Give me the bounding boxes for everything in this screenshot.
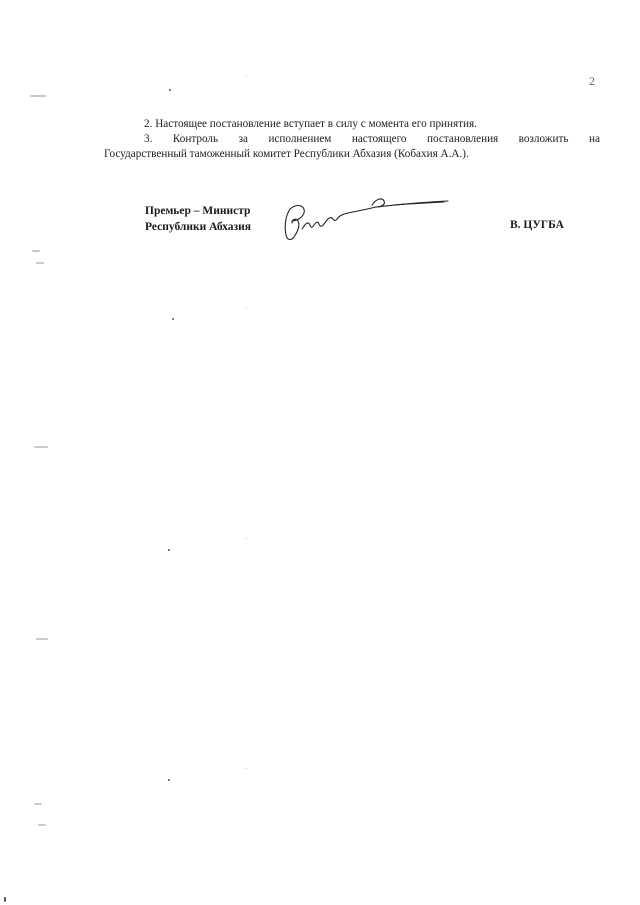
page-number: 2 (589, 74, 595, 88)
margin-smudge (38, 824, 46, 826)
paragraph-2: 2. Настоящее постановление вступает в силу с момента его принятия. (144, 118, 477, 130)
paragraph-3-word: настоящего (351, 133, 407, 145)
handwritten-signature-icon (276, 185, 456, 245)
paragraph-3-line-2: Государственный таможенный комитет Республики Абхазия (Кобахия А.А.). (104, 148, 469, 160)
margin-smudge (34, 446, 48, 448)
paragraph-3-word: исполнением (268, 133, 332, 145)
margin-smudge (30, 95, 46, 97)
paragraph-3-word: на (588, 133, 600, 145)
paragraph-3-word: за (238, 133, 248, 145)
scan-speck (246, 75, 247, 76)
scan-speck (4, 897, 6, 902)
signatory-name: В. ЦУГБА (510, 219, 564, 231)
paragraph-3-word: 3. (144, 133, 153, 145)
scan-speck (172, 318, 174, 320)
margin-smudge (32, 250, 40, 252)
margin-smudge (36, 638, 48, 640)
margin-smudge (34, 803, 42, 805)
scan-speck (246, 538, 247, 539)
paragraph-3-word: Контроль (172, 133, 219, 145)
scan-speck (168, 779, 170, 781)
margin-smudge (36, 262, 44, 264)
signatory-title (145, 203, 251, 235)
scan-speck (168, 549, 170, 551)
scan-speck (169, 89, 171, 91)
signatory-title-line-1: Премьер – Министр (145, 205, 251, 217)
paragraph-3 (104, 132, 600, 162)
paragraph-3-word: возложить (518, 133, 569, 145)
paragraph-3-word: постановления (427, 133, 499, 145)
scan-speck (246, 307, 247, 308)
signatory-title-line-2: Республики Абхазия (145, 221, 251, 233)
paragraph-3-line-1 (104, 132, 600, 147)
scan-speck (246, 768, 247, 769)
